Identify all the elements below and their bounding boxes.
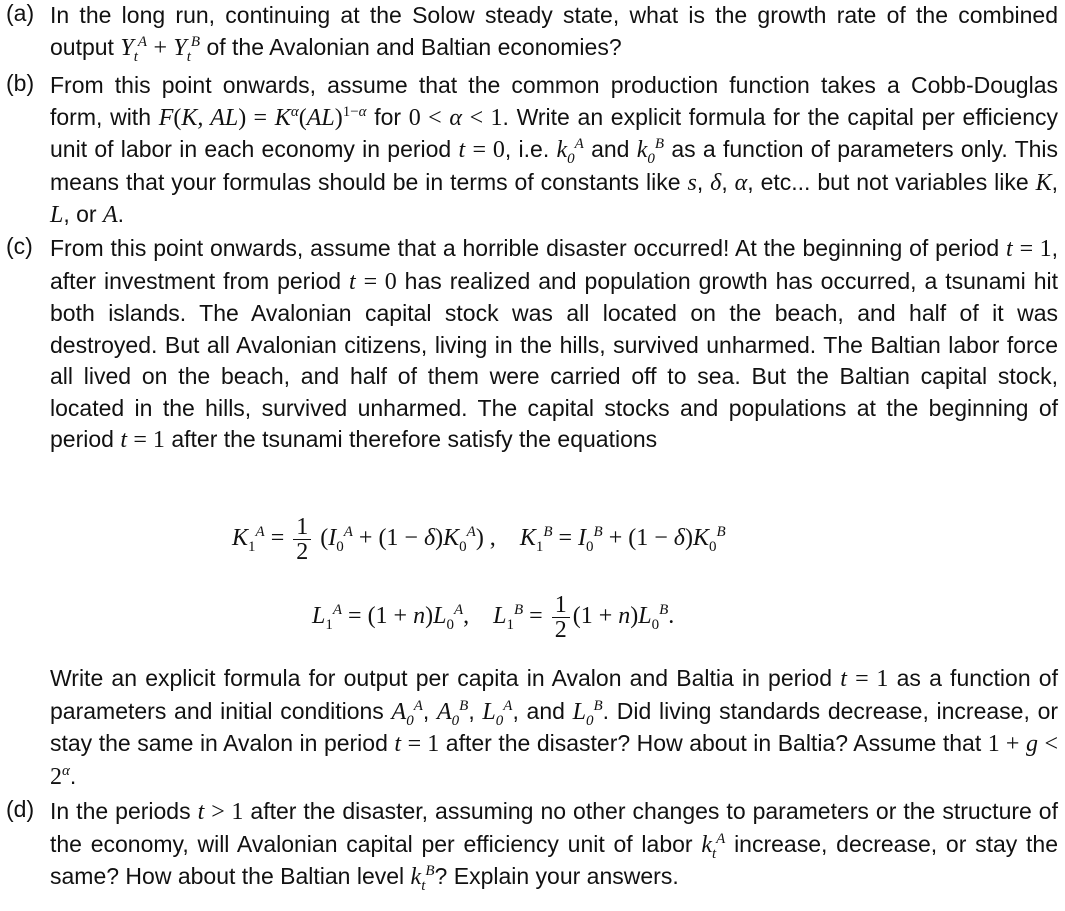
question-a-text: In the long run, continuing at the Solow steady state, what is the growth rate of the combined output $Y_t^A + Y_t^B$ of the Avalonian and Baltian economies? bbox=[50, 2, 1058, 65]
equation-labor: $L_1^A = (1 + n)L_0^A$, $L_1^B$ = $\frac{1}{2}$ $(1 + n)L_0^B$. bbox=[312, 592, 675, 643]
question-b-label: (b) bbox=[6, 70, 35, 96]
question-b-text: From this point onwards, assume that the common production function takes a Cobb-Douglas form, with F(K, $AL) = K^\alpha(AL)^{1-\alpha}$ for 0 < α < 1. Write an explicit formula for the capital per efficiency unit of labor in each economy in period t = 0, i.e. $k_0^A$ and $k_0^B$ as a function of parameters only. This means that your formulas should be in terms of constants like s, δ, α, etc... but not variables like K, L, or A. bbox=[50, 72, 1059, 228]
equation-capital: $K_1^A$ = $\frac{1}{2}$ $(I_0^A + (1 - \delta)K_0^A)$ , $K_1^B = I_0^B + (1 - \delta)K_0^B$ bbox=[232, 514, 726, 565]
question-b bbox=[6, 70, 1058, 232]
question-c-text-after: Write an explicit formula for output per capita in Avalon and Baltia in period t = 1 as a function of parameters and initial conditions $A_0^A$, $A_0^B$, $L_0^A$, and $L_0^B$. Did living standards decrease, increase, or stay the same in Avalon in period t = 1 after the disaster? How about in Baltia? Assume that $1 + g < 2^\alpha$. bbox=[50, 665, 1059, 790]
question-c-label: (c) bbox=[6, 233, 33, 259]
question-d-label: (d) bbox=[6, 796, 35, 822]
question-d bbox=[6, 796, 1058, 894]
question-c-continued bbox=[6, 663, 1058, 793]
question-c bbox=[6, 233, 1058, 457]
question-a-label: (a) bbox=[6, 0, 35, 26]
question-d-text: In the periods t > 1 after the disaster, assuming no other changes to parameters or the structure of the economy, will Avalonian capital per efficiency unit of labor $k_t^A$ increase, decrease, or stay the same? How about the Baltian level $k_t^B$? Explain your answers. bbox=[50, 798, 1059, 894]
question-c-text: From this point onwards, assume that a horrible disaster occurred! At the beginning of period t = 1, after investment from period t = 0 has realized and population growth has occurred, a tsunami hit both islands. The Avalonian capital stock was all located on the beach, and half of it was destroyed. But all Avalonian citizens, living in the hills, survived unharmed. The Baltian labor force all lived on the beach, and half of them were carried off to sea. But the Baltian capital stock, located in the hills, survived unharmed. The capital stocks and populations at the beginning of period t = 1 after the tsunami therefore satisfy the equations bbox=[50, 235, 1058, 453]
question-a bbox=[6, 0, 1058, 64]
fraction-one-half: $\frac{1}{2}$ bbox=[293, 515, 311, 564]
fraction-one-half-2: $\frac{1}{2}$ bbox=[552, 593, 570, 642]
